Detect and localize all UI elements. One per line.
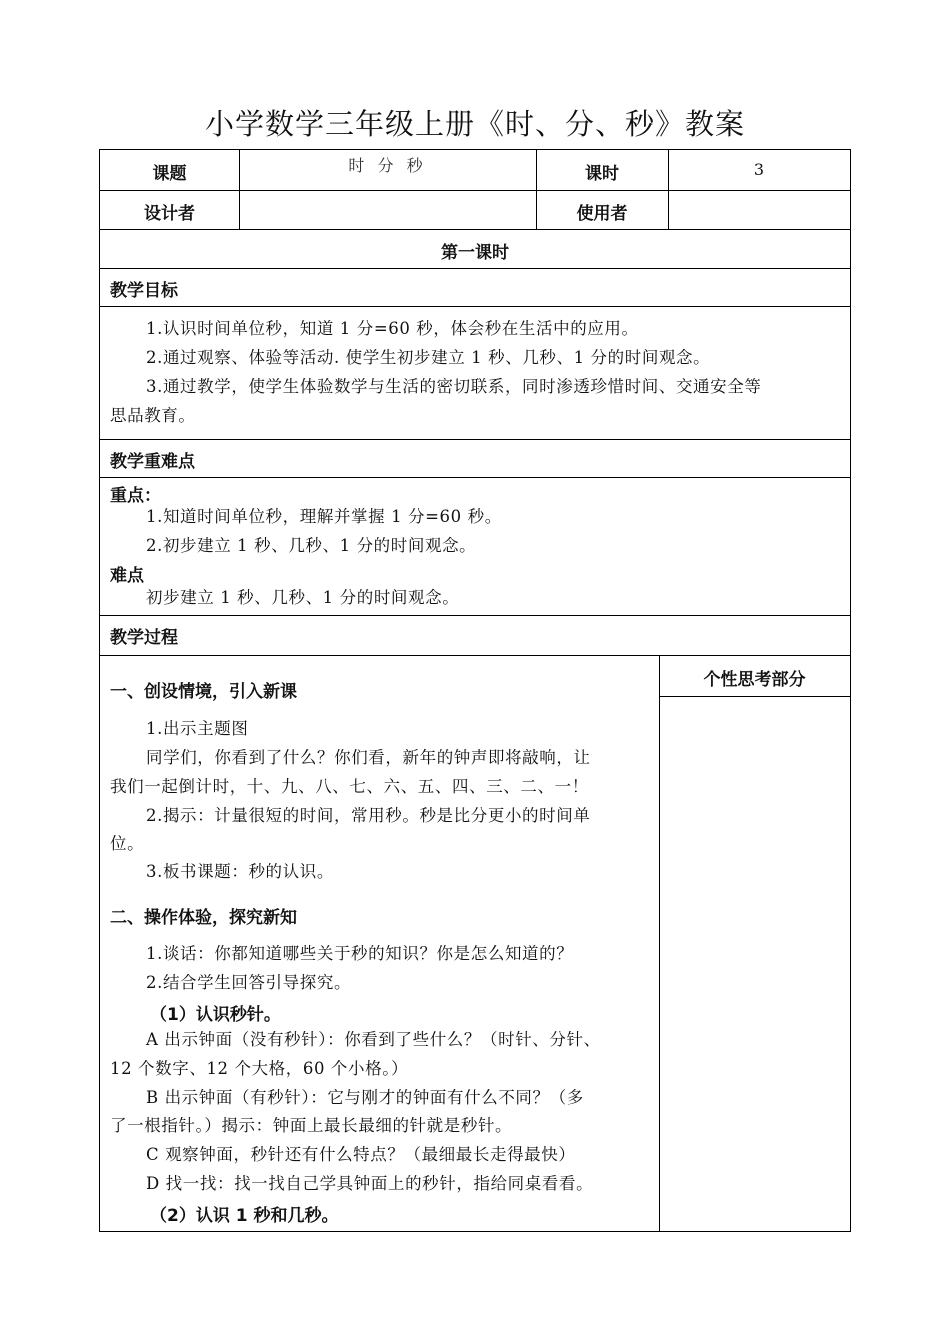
difficulty-label: 难点 xyxy=(110,566,144,586)
difficulty-item: 初步建立 1 秒、几秒、1 分的时间观念。 xyxy=(146,588,460,607)
section2-line: 2.结合学生回答引导探究。 xyxy=(146,973,352,992)
process-heading: 教学过程 xyxy=(110,628,178,648)
objective-item: 1.认识时间单位秒，知道 1 分=60 秒，体会秒在生活中的应用。 xyxy=(146,319,639,338)
topic-value: 时 分 秒 xyxy=(348,156,427,175)
section1-line: 1.出示主题图 xyxy=(146,719,249,738)
sub1-line: 12 个数字、12 个大格，60 个小格。） xyxy=(110,1059,409,1078)
section1-line: 位。 xyxy=(110,834,145,853)
sub1-title: （1）认识秒针。 xyxy=(150,1005,281,1025)
objectives-heading: 教学目标 xyxy=(110,281,178,301)
sub2-title: （2）认识 1 秒和几秒。 xyxy=(150,1206,339,1226)
key-points-heading: 教学重难点 xyxy=(110,452,195,472)
user-label: 使用者 xyxy=(576,204,628,224)
sub1-line: D 找一找：找一找自己学具钟面上的秒针，指给同桌看看。 xyxy=(146,1174,594,1193)
focus-label: 重点： xyxy=(110,486,161,506)
lesson-plan-table xyxy=(99,149,851,1232)
designer-label: 设计者 xyxy=(144,204,195,224)
sub1-line: A 出示钟面（没有秒针）：你看到了些什么？（时针、分针、 xyxy=(146,1030,601,1049)
sub1-line: C 观察钟面，秒针还有什么特点？（最细最长走得最快） xyxy=(146,1145,576,1164)
section1-title: 一、创设情境，引入新课 xyxy=(110,682,297,702)
lesson-label: 第一课时 xyxy=(441,243,509,263)
section1-line: 我们一起倒计时，十、九、八、七、六、五、四、三、二、一！ xyxy=(110,777,589,796)
topic-label: 课题 xyxy=(152,164,187,184)
section1-line: 同学们，你看到了什么？你们看，新年的钟声即将敲响，让 xyxy=(146,748,591,767)
objective-item: 思品教育。 xyxy=(110,406,196,425)
side-heading: 个性思考部分 xyxy=(703,670,806,690)
objective-item: 2.通过观察、体验等活动. 使学生初步建立 1 秒、几秒、1 分的时间观念。 xyxy=(146,348,711,367)
sub1-line: 了一根指针。）揭示：钟面上最长最细的针就是秒针。 xyxy=(110,1116,513,1135)
focus-item: 2.初步建立 1 秒、几秒、1 分的时间观念。 xyxy=(146,536,477,555)
sub1-line: B 出示钟面（有秒针）：它与刚才的钟面有什么不同？（多 xyxy=(146,1088,584,1107)
hours-value: 3 xyxy=(753,160,765,179)
page-title: 小学数学三年级上册《时、分、秒》教案 xyxy=(204,107,745,141)
section1-line: 3.板书课题：秒的认识。 xyxy=(146,862,334,881)
section2-title: 二、操作体验，探究新知 xyxy=(110,908,297,928)
section1-line: 2.揭示：计量很短的时间，常用秒。秒是比分更小的时间单 xyxy=(146,806,591,825)
objective-item: 3.通过教学，使学生体验数学与生活的密切联系，同时渗透珍惜时间、交通安全等 xyxy=(146,377,762,396)
focus-item: 1.知道时间单位秒，理解并掌握 1 分=60 秒。 xyxy=(146,507,502,526)
hours-label: 课时 xyxy=(585,164,619,184)
section2-line: 1.谈话：你都知道哪些关于秒的知识？你是怎么知道的？ xyxy=(146,944,574,963)
